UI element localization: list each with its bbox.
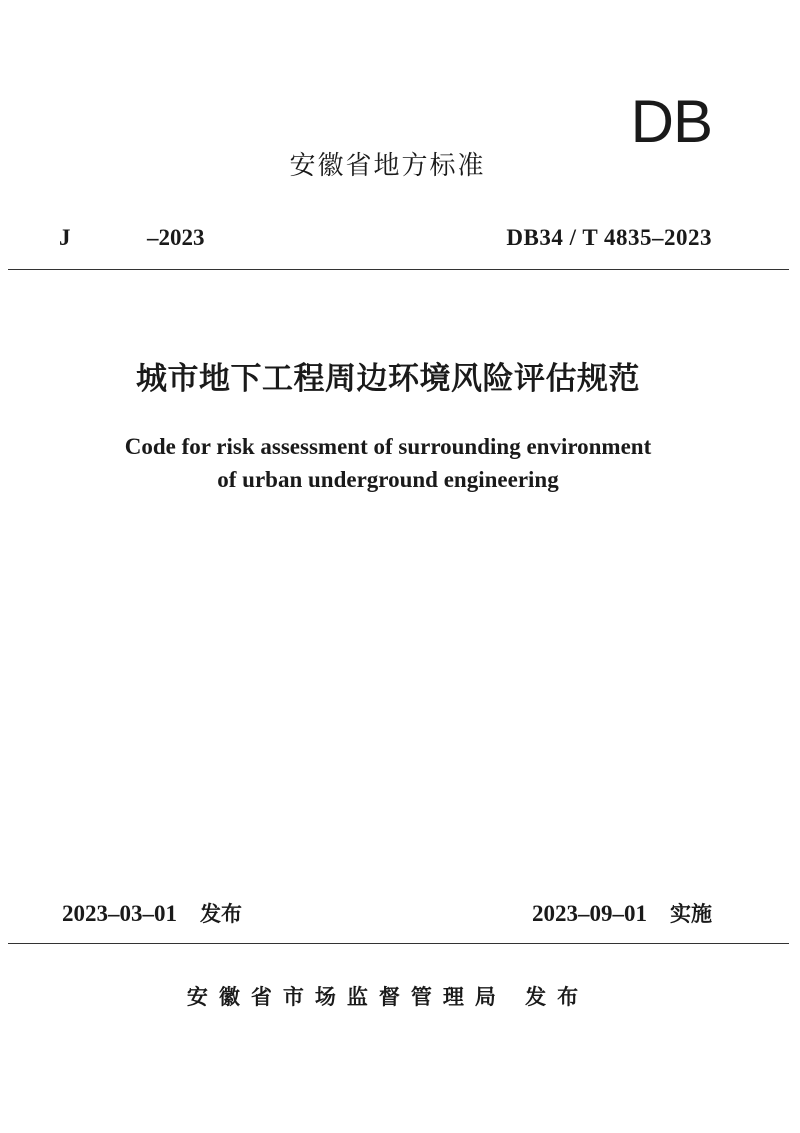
title-english xyxy=(0,430,776,496)
issue-date-block xyxy=(62,902,242,925)
implementation-label: 实施 xyxy=(670,902,712,926)
top-divider xyxy=(8,269,789,270)
title-chinese: 城市地下工程周边环境风险评估规范 xyxy=(136,361,640,397)
j-year: –2023 xyxy=(147,225,205,250)
standard-number: DB34 / T 4835–2023 xyxy=(506,225,712,250)
implementation-date: 2023–09–01 xyxy=(532,901,647,926)
issue-label: 发布 xyxy=(200,902,242,926)
db-logo: DB xyxy=(630,88,712,155)
title-english-line-2: of urban underground engineering xyxy=(217,467,559,492)
publisher: 安徽省市场监督管理局 发布 xyxy=(186,985,590,1009)
bottom-divider xyxy=(8,943,789,944)
implementation-date-block xyxy=(532,902,712,925)
standard-type-heading: 安徽省地方标准 xyxy=(289,151,486,181)
issue-date: 2023–03–01 xyxy=(62,901,177,926)
j-code: J xyxy=(59,225,71,250)
title-english-line-1: Code for risk assessment of surrounding environment xyxy=(124,434,652,459)
